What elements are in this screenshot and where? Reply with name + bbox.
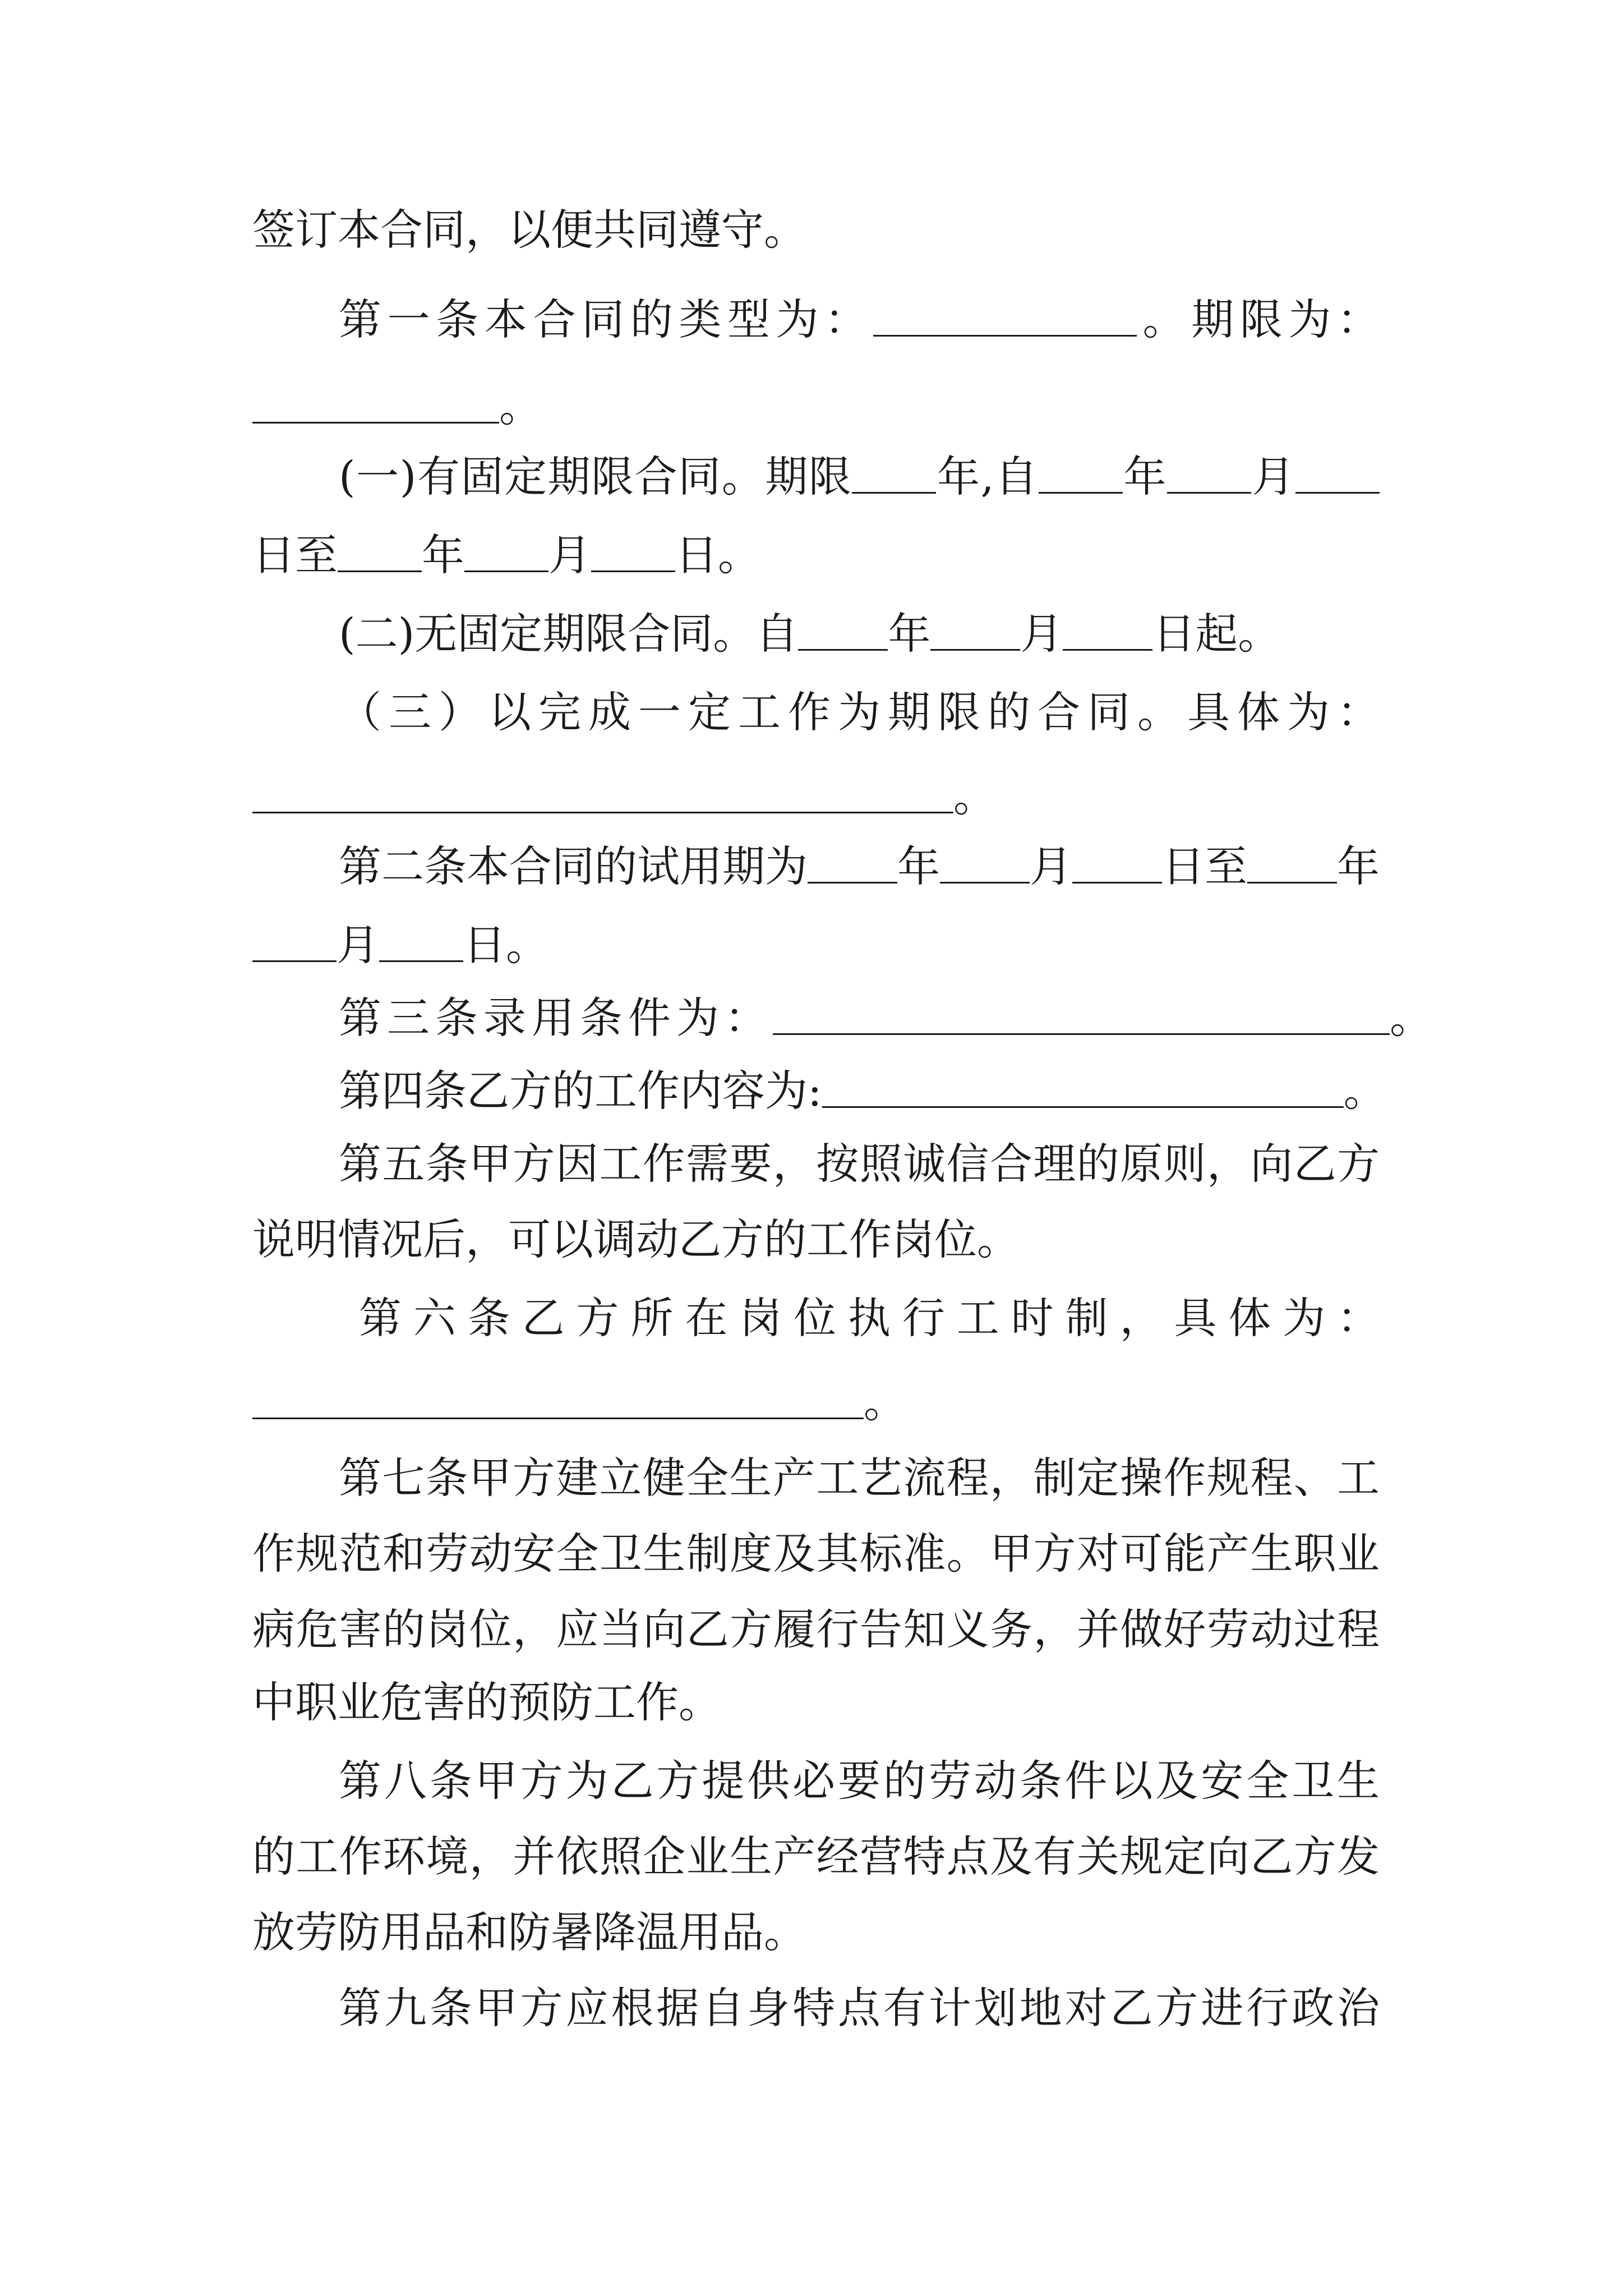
- blank-line: [808, 839, 897, 884]
- text: 日。: [463, 920, 548, 970]
- text-line: [252, 1599, 1380, 1660]
- text: 年: [897, 841, 940, 891]
- blank-line: [1039, 449, 1123, 494]
- article-4-line: [339, 1060, 1386, 1122]
- text-line: [252, 199, 1380, 261]
- clause-3-line: [339, 682, 1380, 743]
- text-line: [252, 1209, 1380, 1271]
- article-3-line: [339, 987, 1438, 1049]
- text: 。期限为：: [1136, 295, 1380, 344]
- clause-1-line: [339, 446, 1380, 508]
- blank-line: [1167, 449, 1251, 494]
- text: 年: [888, 609, 931, 659]
- article-5-line: [339, 1133, 1380, 1195]
- text: 年,自: [936, 452, 1039, 501]
- text: 日起。: [1152, 609, 1281, 659]
- article-2-line: [339, 836, 1380, 898]
- text: 说明情况后，可以调动乙方的工作岗位。: [252, 1214, 1020, 1264]
- blank-line: [379, 918, 463, 962]
- text-line: [252, 1372, 1380, 1433]
- article-7-line: [339, 1447, 1380, 1509]
- text: 年: [422, 530, 464, 580]
- blank-line: [940, 839, 1030, 884]
- blank-line: [773, 991, 1390, 1035]
- text: (一)有固定期限合同。期限: [339, 452, 852, 501]
- blank-line: [822, 1064, 1344, 1108]
- text-line: [252, 766, 1380, 827]
- text: 月: [1030, 841, 1072, 891]
- blank-line: [798, 606, 888, 651]
- text-line: [252, 1672, 1380, 1733]
- blank-line: [852, 449, 936, 494]
- blank-line: [873, 292, 1137, 337]
- text: 。: [864, 1377, 906, 1427]
- text-line: [252, 524, 1380, 586]
- article-9-line: [339, 1977, 1380, 2039]
- text: 放劳防用品和防暑降温用品。: [252, 1907, 806, 1957]
- article-1-line: [339, 289, 1380, 351]
- text: 日至: [1162, 841, 1247, 891]
- blank-line: [1072, 839, 1162, 884]
- blank-line: [1295, 449, 1380, 494]
- text: 第六条乙方所在岗位执行工时制，具体为：: [359, 1293, 1380, 1343]
- blank-line: [252, 769, 953, 813]
- blank-line: [1063, 606, 1152, 651]
- text: 日。: [675, 530, 760, 580]
- text-line: [252, 1523, 1380, 1585]
- blank-line: [930, 606, 1020, 651]
- text: (二)无固定期限合同。自: [339, 609, 799, 659]
- text: 第二条本合同的试用期为: [339, 841, 808, 891]
- text: 。: [1343, 1066, 1386, 1116]
- text: 。: [953, 771, 996, 821]
- text: 第三条录用条件为：: [339, 993, 773, 1043]
- article-8-line: [339, 1750, 1380, 1812]
- text: 年: [1337, 841, 1380, 891]
- clause-2-line: [339, 603, 1380, 665]
- article-6-line: [359, 1287, 1380, 1349]
- text: 第五条甲方因工作需要，按照诚信合理的原则，向乙方: [339, 1139, 1380, 1189]
- blank-line: [591, 528, 675, 572]
- text-line: [252, 1902, 1380, 1963]
- text: 第七条甲方建立健全生产工艺流程，制定操作规程、工: [339, 1453, 1380, 1503]
- text: 第四条乙方的工作内容为:: [339, 1066, 822, 1116]
- text: 的工作环境，并依照企业生产经营特点及有关规定向乙方发: [252, 1832, 1380, 1881]
- blank-line: [252, 1375, 864, 1419]
- text: 年: [1122, 452, 1167, 501]
- blank-line: [252, 918, 336, 962]
- blank-line: [464, 528, 548, 572]
- text-line: [252, 914, 1380, 976]
- text: （三）以完成一定工作为期限的合同。具体为：: [339, 687, 1380, 737]
- blank-line: [252, 379, 499, 424]
- text: 。: [499, 381, 542, 431]
- text-line: [252, 1826, 1380, 1888]
- blank-line: [1247, 839, 1337, 884]
- text: 月: [336, 920, 379, 970]
- text: 第一条本合同的类型为：: [339, 295, 873, 344]
- text: 病危害的岗位，应当向乙方履行告知义务，并做好劳动过程: [252, 1604, 1380, 1654]
- text: 月: [1251, 452, 1296, 501]
- text: 月: [548, 530, 591, 580]
- text: 中职业危害的预防工作。: [252, 1677, 721, 1727]
- text-line: [252, 376, 1380, 438]
- text: 月: [1020, 609, 1063, 659]
- text: 作规范和劳动安全卫生制度及其标准。甲方对可能产生职业: [252, 1529, 1380, 1579]
- text: 日至: [252, 530, 338, 580]
- text: 。: [1390, 993, 1438, 1043]
- text: 签订本合同，以便共同遵守。: [252, 205, 806, 255]
- blank-line: [338, 528, 422, 572]
- text: 第九条甲方应根据自身特点有计划地对乙方进行政治: [339, 1983, 1380, 2033]
- text: 第八条甲方为乙方提供必要的劳动条件以及安全卫生: [339, 1756, 1380, 1806]
